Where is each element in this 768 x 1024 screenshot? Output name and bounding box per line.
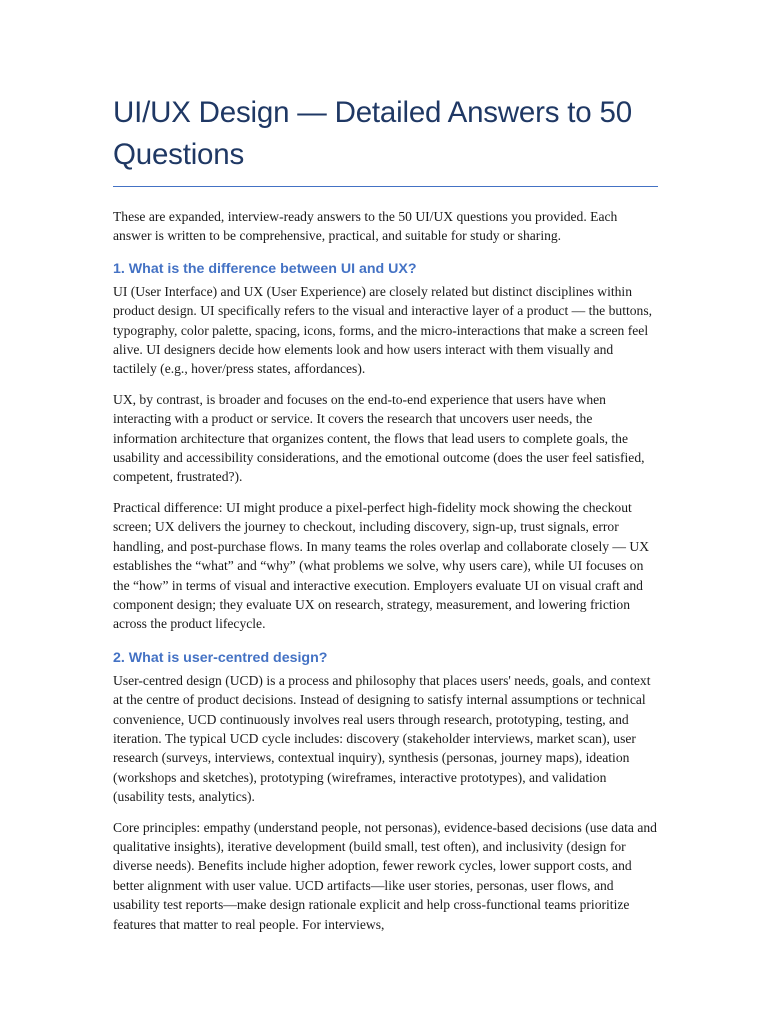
section-1-paragraph-1: UI (User Interface) and UX (User Experience) are closely related but distinct disciplines within product design. UI specifically refers to the visual and interactive layer of a product — the buttons, typography, color palette, spacing, icons, forms, and the micro-interactions that make a screen feel alive. UI designers decide how elements look and how users interact with them visually and tactilely (e.g., hover/press states, affordances). (113, 283, 653, 377)
intro-paragraph: These are expanded, interview-ready answers to the 50 UI/UX questions you provided. Each answer is written to be comprehensive, practical, and suitable for study or sharing. (113, 209, 618, 244)
document-page (113, 92, 658, 934)
section-heading-1: 1. What is the difference between UI and UX? (113, 260, 417, 277)
document-title: UI/UX Design — Detailed Answers to 50 Questions (113, 96, 632, 171)
section-1-paragraph-2: UX, by contrast, is broader and focuses on the end-to-end experience that users have when interacting with a product or service. It covers the research that uncovers user needs, the information architecture that organizes content, the flows that lead users to complete goals, the usability and accessibility considerations, and the emotional outcome (does the user feel satisfied, competent, frustrated?). (113, 391, 645, 485)
section-2-paragraph-1: User-centred design (UCD) is a process and philosophy that places users' needs, goals, and context at the centre of product decisions. Instead of designing to satisfy internal assumptions or technical convenience, UCD continuously involves real users through research, prototyping, testing, and iteration. The typical UCD cycle includes: discovery (stakeholder interviews, market scan), user research (surveys, interviews, contextual inquiry), synthesis (personas, journey maps), ideation (workshops and sketches), prototyping (wireframes, interactive prototypes), and validation (usability tests, analytics). (113, 672, 651, 805)
section-1-paragraph-3: Practical difference: UI might produce a pixel-perfect high-fidelity mock showing the checkout screen; UX delivers the journey to checkout, including discovery, sign-up, trust signals, error handling, and post-purchase flows. In many teams the roles overlap and collaborate closely — UX establishes the “what” and “why” (what problems we solve, why users care), while UI focuses on the “how” in terms of visual and interactive execution. Employers evaluate UI on visual craft and component design; they evaluate UX on research, strategy, measurement, and lowering friction across the product lifecycle. (113, 499, 650, 632)
section-heading-2: 2. What is user-centred design? (113, 649, 328, 666)
section-2-paragraph-2: Core principles: empathy (understand people, not personas), evidence-based decisions (use data and qualitative insights), iterative development (build small, test often), and inclusivity (design for diverse needs). Benefits include higher adoption, fewer rework cycles, lower support costs, and better alignment with user value. UCD artifacts—like user stories, personas, user flows, and usability test reports—make design rationale explicit and help cross-functional teams prioritize features that matter to real people. For interviews, (113, 819, 657, 932)
title-divider (113, 186, 658, 187)
